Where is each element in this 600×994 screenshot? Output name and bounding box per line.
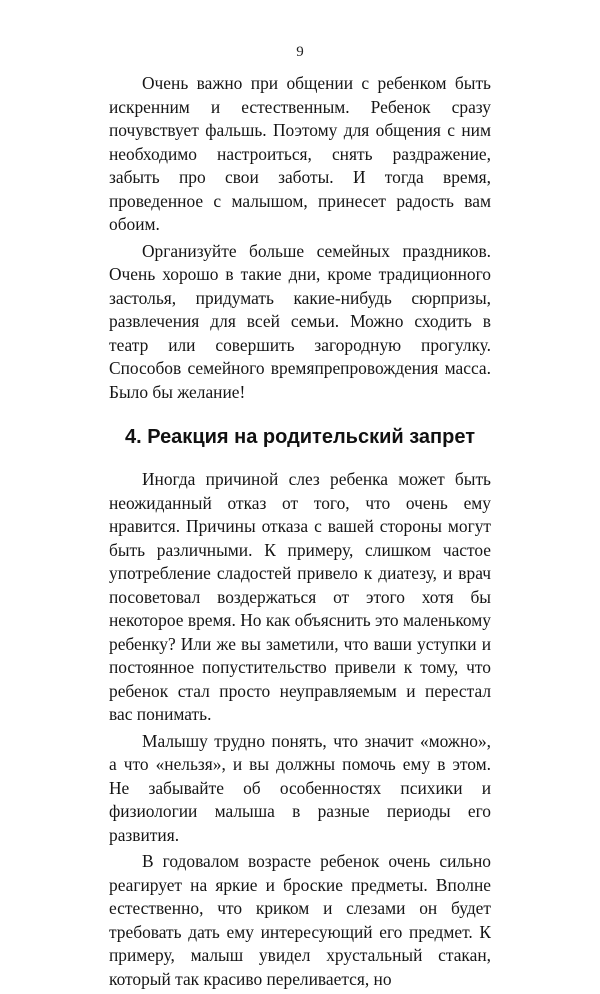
page-content xyxy=(109,72,491,994)
paragraph-refusal-reasons: Иногда причиной слез ребенка может быть неожиданный отказ от того, что очень ему нравится. Причины отказа с вашей стороны могут быть различными. К примеру, слишком частое употребление сладостей привело к диатезу, и врач посоветовал воздержаться от этого хотя бы некоторое время. Но как объяснить это маленькому ребенку? Или же вы заметили, что ваши уступки и постоянное попустительство привели к тому, что ребенок стал просто неуправляемым и перестал вас понимать. xyxy=(109,469,491,724)
section-heading: 4. Реакция на родительский запрет xyxy=(124,426,476,448)
paragraph-one-year-old: В годовалом возрасте ребенок очень сильно реагирует на яркие и броские предметы. Вполне естественно, что криком и слезами он будет требовать дать ему интересующий его предмет. К примеру, малыш увидел хрустальный стакан, который так красиво переливается, но xyxy=(109,851,491,989)
paragraph-family-holidays: Организуйте больше семейных праздников. Очень хорошо в такие дни, кроме традиционного застолья, придумать какие-нибудь сюрпризы, развлечения для всей семьи. Можно сходить в театр или совершить загородную прогулку. Способов семейного времяпрепровождения масса. Было бы желание! xyxy=(109,240,491,402)
paragraph-sincerity: Очень важно при общении с ребенком быть искренним и естественным. Ребенок сразу почувствует фальшь. Поэтому для общения с ним необходимо настроиться, снять раздражение, забыть про свои заботы. И тогда время, проведенное с малышом, принесет радость вам обоим. xyxy=(109,73,491,234)
page-number: 9 xyxy=(296,44,304,60)
paragraph-can-cannot: Малышу трудно понять, что значит «можно», а что «нельзя», и вы должны помочь ему в этом. Не забывайте об особенностях психики и физиологии малыша в разные периоды его развития. xyxy=(109,730,491,845)
